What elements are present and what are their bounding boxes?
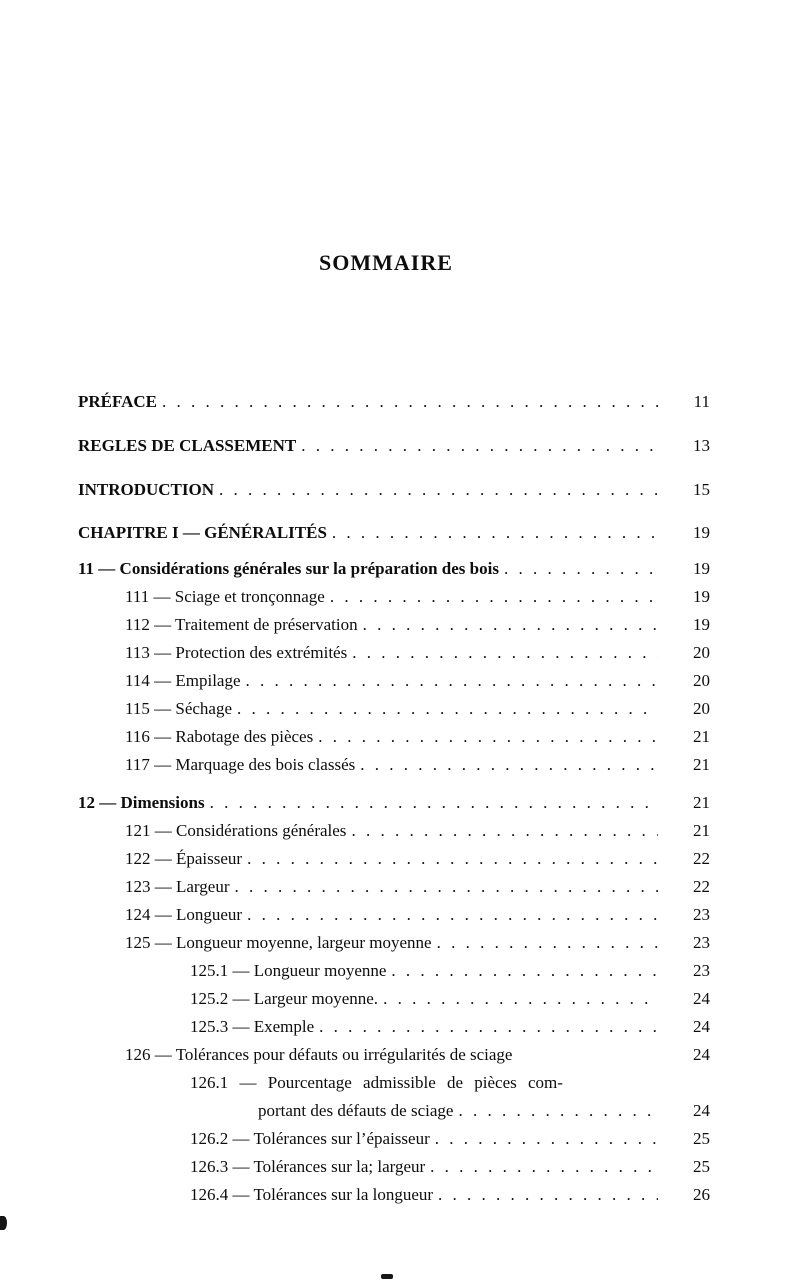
toc-entry [78, 957, 710, 985]
dot-leader [332, 519, 658, 547]
scan-artifact [381, 1274, 393, 1279]
toc-entry-label: 113 — Protection des extrémités [125, 643, 348, 662]
dot-leader [383, 985, 658, 1013]
toc-entry-label: 114 — Empilage [125, 671, 241, 690]
toc-entry [78, 432, 710, 460]
dot-leader [237, 695, 658, 723]
dot-leader [162, 388, 658, 416]
toc-entry-label: 122 — Épaisseur [125, 849, 243, 868]
dot-leader [219, 476, 658, 504]
toc-entry-label: REGLES DE CLASSEMENT [78, 436, 297, 455]
dot-leader [504, 555, 658, 583]
dot-leader [391, 957, 658, 985]
toc-entry-label: CHAPITRE I — GÉNÉRALITÉS [78, 523, 327, 542]
toc-entry-label: 125.2 — Largeur moyenne. [190, 989, 379, 1008]
toc-entry [78, 985, 710, 1013]
toc-entry-page: 21 [693, 821, 710, 840]
toc-entry-page: 24 [693, 989, 710, 1008]
toc-entry-page: 26 [693, 1185, 710, 1204]
dot-leader [438, 1181, 658, 1209]
toc-entry [78, 1153, 710, 1181]
toc-entry [78, 583, 710, 611]
dot-leader [435, 1125, 658, 1153]
toc-entry-page: 19 [693, 559, 710, 578]
toc-entry [78, 1041, 710, 1069]
toc-entry-label: 111 — Sciage et tronçonnage [125, 587, 325, 606]
toc-entry-page: 24 [693, 1101, 710, 1120]
toc-entry-label: portant des défauts de sciage [258, 1101, 454, 1120]
toc-list [78, 388, 710, 1209]
toc-entry-page: 11 [693, 392, 710, 411]
dot-leader [210, 789, 658, 817]
toc-entry-page: 20 [693, 671, 710, 690]
toc-entry [78, 519, 710, 547]
toc-entry-label: 125.1 — Longueur moyenne [190, 961, 387, 980]
dot-leader [351, 817, 658, 845]
toc-entry-page: 25 [693, 1157, 710, 1176]
dot-leader [330, 583, 658, 611]
toc-entry-page: 19 [693, 587, 710, 606]
toc-entry [78, 751, 710, 779]
dot-leader [360, 751, 658, 779]
page-title: SOMMAIRE [319, 250, 453, 275]
toc-entry [78, 695, 710, 723]
dot-leader [301, 432, 658, 460]
toc-entry-page: 25 [693, 1129, 710, 1148]
toc-entry-page: 23 [693, 961, 710, 980]
toc-entry-label: 112 — Traitement de préservation [125, 615, 358, 634]
toc-entry-label: 125.3 — Exemple [190, 1017, 315, 1036]
dot-leader [430, 1153, 658, 1181]
toc-entry [78, 639, 710, 667]
toc-entry-label: 116 — Rabotage des pièces [125, 727, 314, 746]
toc-entry-page: 15 [693, 480, 710, 499]
scan-artifact [0, 1216, 7, 1230]
toc-entry-page: 23 [693, 933, 710, 952]
toc-entry-label: 126.4 — Tolérances sur la longueur [190, 1185, 434, 1204]
toc-entry-label: 124 — Longueur [125, 905, 243, 924]
toc-entry [78, 1097, 710, 1125]
toc-entry [78, 845, 710, 873]
toc-entry-label: 11 — Considérations générales sur la préparation des bois [78, 559, 499, 578]
toc-entry-label: 117 — Marquage des bois classés [125, 755, 356, 774]
dot-leader [247, 901, 658, 929]
toc-entry-label: 126 — Tolérances pour défauts ou irrégularités de sciage [125, 1045, 513, 1064]
toc-entry [78, 555, 710, 583]
toc-entry-page: 22 [693, 877, 710, 896]
toc-entry [78, 1013, 710, 1041]
toc-entry [78, 789, 710, 817]
toc-entry-label: PRÉFACE [78, 392, 158, 411]
toc-entry-page: 23 [693, 905, 710, 924]
toc-entry-page: 21 [693, 755, 710, 774]
toc-entry-page: 21 [693, 793, 710, 812]
toc-entry-page: 24 [693, 1045, 710, 1064]
dot-leader [247, 845, 658, 873]
toc-entry-page: 20 [693, 699, 710, 718]
toc-entry-label: 125 — Longueur moyenne, largeur moyenne [125, 933, 432, 952]
toc-entry [78, 1181, 710, 1209]
toc-entry [78, 667, 710, 695]
toc-entry-label: 126.2 — Tolérances sur l’épaisseur [190, 1129, 430, 1148]
toc-entry-label: 115 — Séchage [125, 699, 233, 718]
toc-entry [78, 901, 710, 929]
dot-leader [246, 667, 658, 695]
toc-entry [78, 611, 710, 639]
dot-leader [235, 873, 659, 901]
toc-entry-label: 12 — Dimensions [78, 793, 205, 812]
dot-leader [352, 639, 658, 667]
toc-entry-page: 21 [693, 727, 710, 746]
toc-entry [78, 388, 710, 416]
toc-entry-label: 126.3 — Tolérances sur la; largeur [190, 1157, 426, 1176]
toc-entry-label: 123 — Largeur [125, 877, 230, 896]
toc-entry [78, 1125, 710, 1153]
dot-leader [318, 723, 658, 751]
toc-entry-page: 19 [693, 523, 710, 542]
dot-leader [458, 1097, 658, 1125]
dot-leader [363, 611, 658, 639]
dot-leader [319, 1013, 658, 1041]
toc-entry [78, 929, 710, 957]
toc-entry [78, 723, 710, 751]
dot-leader [437, 929, 658, 957]
toc-entry-label: INTRODUCTION [78, 480, 215, 499]
toc-entry-page: 20 [693, 643, 710, 662]
toc-entry-page: 24 [693, 1017, 710, 1036]
toc-entry-label: 121 — Considérations générales [125, 821, 347, 840]
toc-entry [78, 873, 710, 901]
toc-entry-page: 13 [693, 436, 710, 455]
toc-entry [78, 817, 710, 845]
toc-entry-page: 19 [693, 615, 710, 634]
toc-entry [78, 476, 710, 504]
toc-entry [78, 1069, 710, 1097]
toc-entry-page: 22 [693, 849, 710, 868]
toc-entry-label: 126.1 — Pourcentage admissible de pièces com- [190, 1073, 563, 1092]
